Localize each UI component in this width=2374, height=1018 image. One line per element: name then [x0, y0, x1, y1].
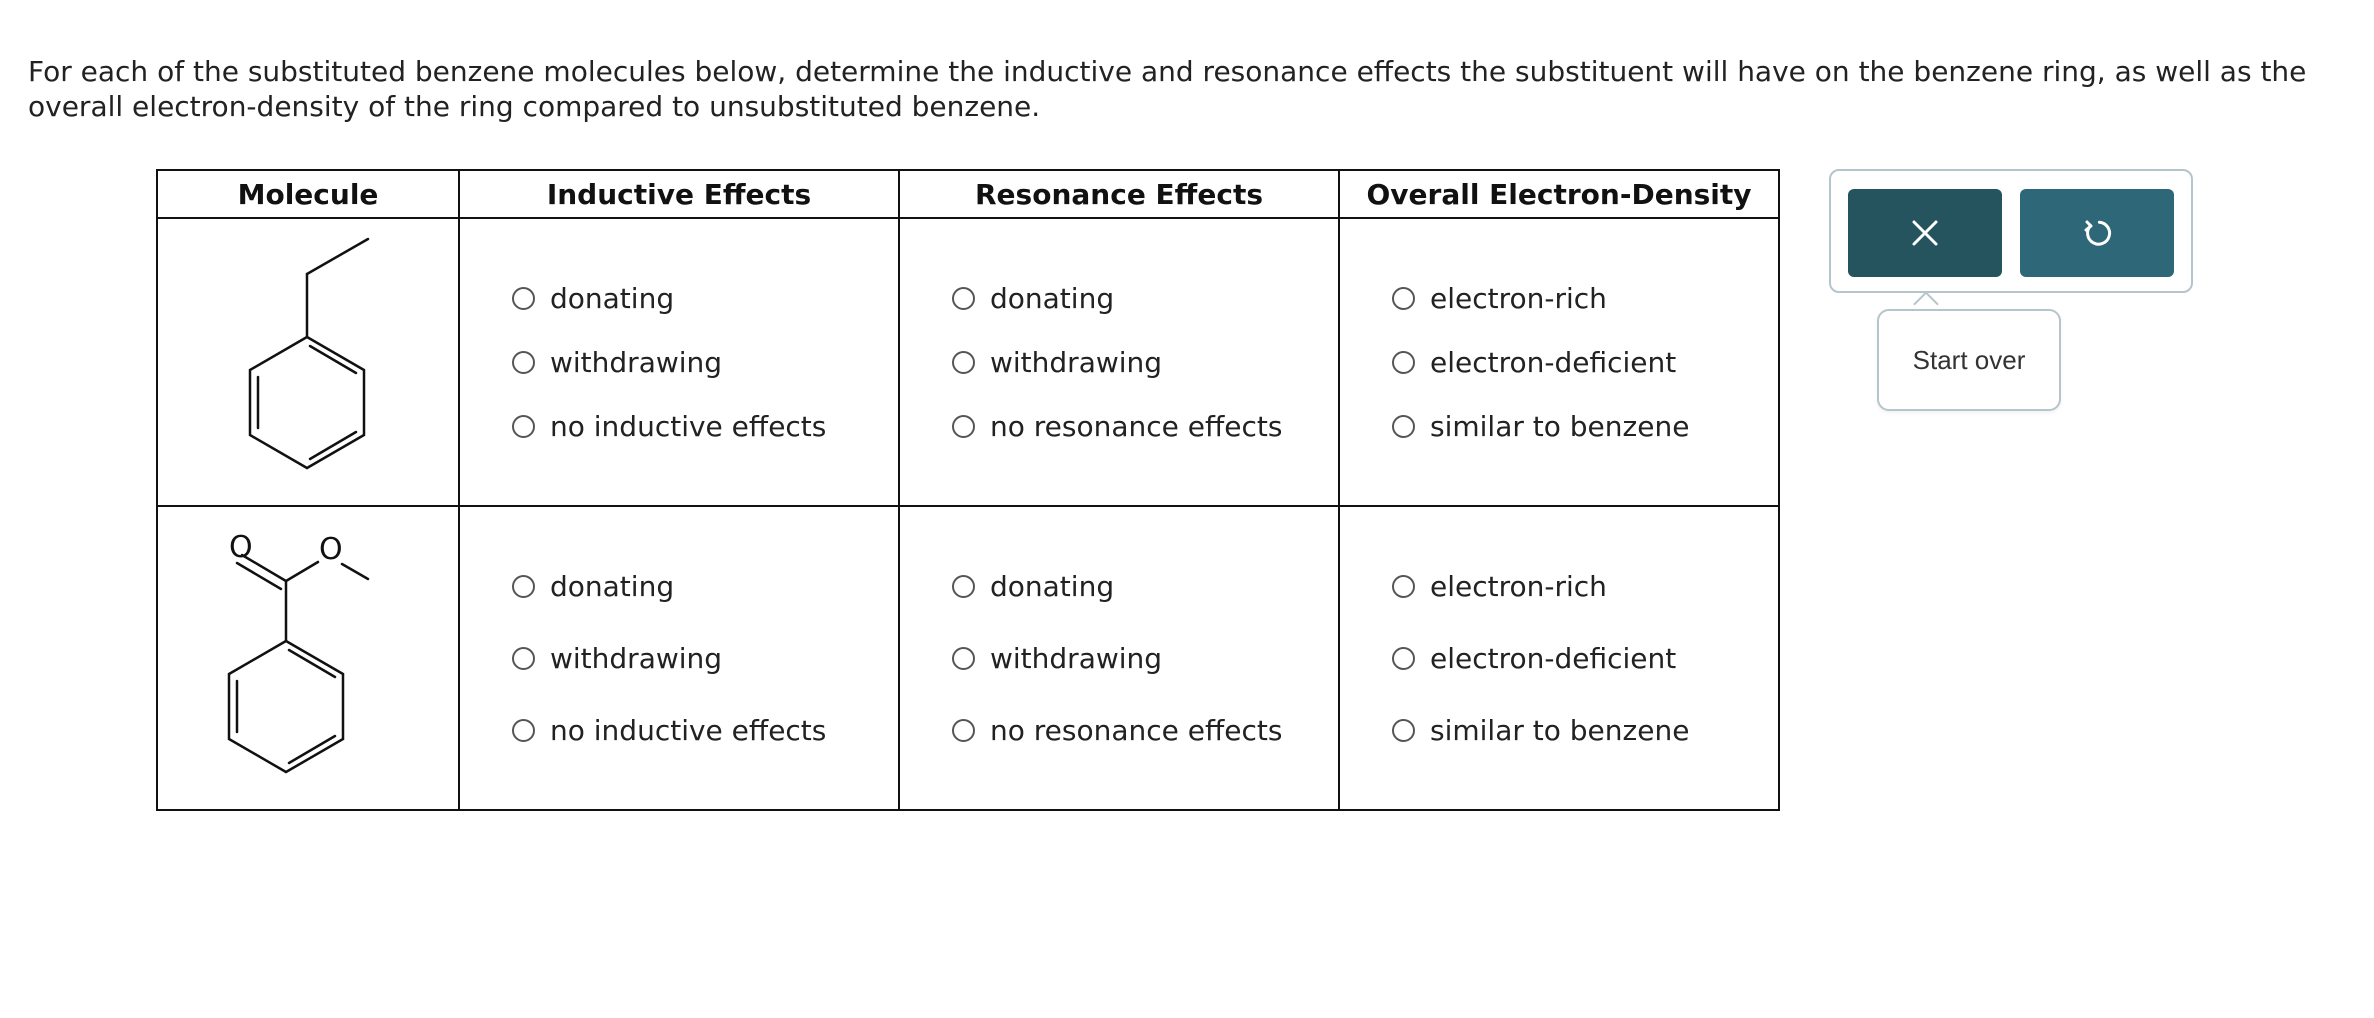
radio-button[interactable] — [1392, 351, 1415, 374]
option-donating[interactable] — [512, 266, 898, 330]
radio-button[interactable] — [512, 351, 535, 374]
carbonyl-oxygen-label: O — [229, 530, 253, 565]
option-label: withdrawing — [550, 345, 723, 379]
option-label: electron-deficient — [1430, 345, 1677, 379]
header-resonance: Resonance Effects — [899, 170, 1339, 218]
table-header-row — [157, 170, 1779, 218]
answer-table — [156, 169, 1780, 811]
radio-button[interactable] — [512, 415, 535, 438]
option-similar-to-benzene[interactable] — [1392, 694, 1778, 766]
radio-button[interactable] — [952, 647, 975, 670]
start-over-button[interactable] — [2020, 189, 2174, 277]
option-electron-rich[interactable] — [1392, 266, 1778, 330]
inductive-options-1 — [459, 218, 899, 506]
table-row — [157, 506, 1779, 810]
radio-button[interactable] — [952, 415, 975, 438]
question-prompt: For each of the substituted benzene molecules below, determine the inductive and resonance effects the substituent will have on the benzene ring, as well as the overall electron-density of the ring compared to unsubstituted benzene. — [28, 55, 2307, 123]
option-label: donating — [550, 569, 675, 603]
option-label: electron-rich — [1430, 569, 1607, 603]
option-no-resonance-effects[interactable] — [952, 694, 1338, 766]
radio-button[interactable] — [512, 287, 535, 310]
table-row — [157, 218, 1779, 506]
radio-button[interactable] — [952, 351, 975, 374]
option-similar-to-benzene[interactable] — [1392, 394, 1778, 458]
option-no-resonance-effects[interactable] — [952, 394, 1338, 458]
density-options-1 — [1339, 218, 1779, 506]
option-label: withdrawing — [990, 345, 1163, 379]
option-label: similar to benzene — [1430, 409, 1690, 443]
option-label: withdrawing — [550, 641, 723, 675]
radio-button[interactable] — [1392, 719, 1415, 742]
header-density: Overall Electron-Density — [1339, 170, 1779, 218]
close-icon — [1910, 218, 1940, 248]
option-withdrawing[interactable] — [952, 330, 1338, 394]
inductive-options-2 — [459, 506, 899, 810]
ether-oxygen-label: O — [319, 532, 343, 567]
option-label: electron-rich — [1430, 281, 1607, 315]
methyl-benzoate-structure — [158, 507, 458, 805]
option-no-inductive-effects[interactable] — [512, 694, 898, 766]
answer-toolbar — [1829, 169, 2193, 293]
option-label: withdrawing — [990, 641, 1163, 675]
option-donating[interactable] — [952, 550, 1338, 622]
option-label: no resonance effects — [990, 713, 1283, 747]
clear-button[interactable] — [1848, 189, 2002, 277]
option-withdrawing[interactable] — [512, 330, 898, 394]
option-donating[interactable] — [952, 266, 1338, 330]
option-label: donating — [990, 569, 1115, 603]
start-over-tooltip: Start over — [1877, 309, 2061, 411]
option-label: similar to benzene — [1430, 713, 1690, 747]
radio-button[interactable] — [952, 575, 975, 598]
resonance-options-2 — [899, 506, 1339, 810]
radio-button[interactable] — [952, 719, 975, 742]
option-label: electron-deficient — [1430, 641, 1677, 675]
option-withdrawing[interactable] — [952, 622, 1338, 694]
option-label: donating — [550, 281, 675, 315]
option-electron-deficient[interactable] — [1392, 622, 1778, 694]
option-electron-deficient[interactable] — [1392, 330, 1778, 394]
undo-icon — [2080, 216, 2114, 250]
header-molecule: Molecule — [157, 170, 459, 218]
resonance-options-1 — [899, 218, 1339, 506]
option-no-inductive-effects[interactable] — [512, 394, 898, 458]
molecule-cell — [157, 218, 459, 506]
radio-button[interactable] — [1392, 575, 1415, 598]
option-donating[interactable] — [512, 550, 898, 622]
molecule-cell — [157, 506, 459, 810]
option-label: no inductive effects — [550, 409, 827, 443]
option-withdrawing[interactable] — [512, 622, 898, 694]
option-label: no inductive effects — [550, 713, 827, 747]
option-electron-rich[interactable] — [1392, 550, 1778, 622]
radio-button[interactable] — [512, 575, 535, 598]
radio-button[interactable] — [512, 719, 535, 742]
radio-button[interactable] — [1392, 415, 1415, 438]
header-inductive: Inductive Effects — [459, 170, 899, 218]
density-options-2 — [1339, 506, 1779, 810]
radio-button[interactable] — [1392, 287, 1415, 310]
ethylbenzene-structure — [158, 219, 458, 501]
option-label: donating — [990, 281, 1115, 315]
radio-button[interactable] — [512, 647, 535, 670]
radio-button[interactable] — [952, 287, 975, 310]
option-label: no resonance effects — [990, 409, 1283, 443]
radio-button[interactable] — [1392, 647, 1415, 670]
